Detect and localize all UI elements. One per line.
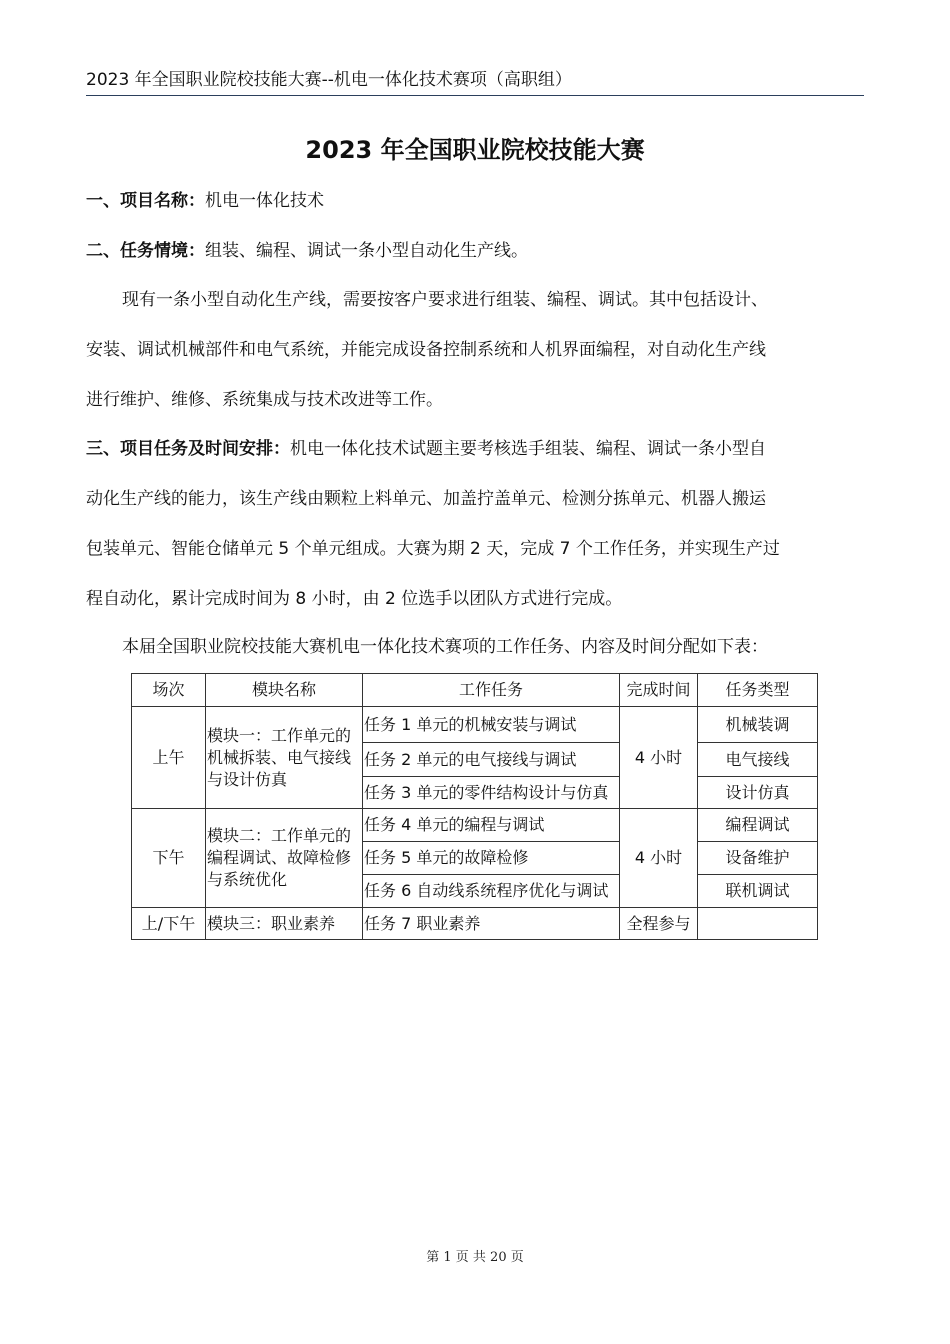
section-text: 机电一体化技术	[205, 191, 324, 211]
paragraph-line: 安装、调试机械部件和电气系统，并能完成设备控制系统和人机界面编程，对自动化生产线	[86, 340, 766, 360]
task-cell: 任务 7 职业素养	[363, 908, 620, 940]
table-header-row	[132, 674, 818, 707]
time-cell: 4 小时	[620, 707, 698, 809]
paragraph-line: 进行维护、维修、系统集成与技术改进等工作。	[86, 390, 443, 410]
section-label: 二、任务情境：	[86, 241, 205, 261]
task-cell: 任务 3 单元的零件结构设计与仿真	[363, 777, 620, 809]
table-row	[132, 809, 818, 842]
column-header: 任务类型	[698, 674, 818, 707]
paragraph-line: 动化生产线的能力，该生产线由颗粒上料单元、加盖拧盖单元、检测分拣单元、机器人搬运	[86, 489, 766, 509]
time-cell: 全程参与	[620, 908, 698, 940]
task-schedule-table	[131, 673, 818, 940]
column-header: 完成时间	[620, 674, 698, 707]
type-cell: 电气接线	[698, 743, 818, 777]
session-cell: 上/下午	[132, 908, 206, 940]
type-cell: 设计仿真	[698, 777, 818, 809]
table-row	[132, 707, 818, 743]
section-task-scenario	[86, 238, 864, 264]
section-label: 三、项目任务及时间安排：	[86, 439, 290, 459]
type-cell: 联机调试	[698, 875, 818, 908]
type-cell	[698, 908, 818, 940]
scenario-paragraph	[86, 275, 858, 425]
document-title: 2023 年全国职业院校技能大赛	[305, 136, 645, 164]
section-text: 组装、编程、调试一条小型自动化生产线。	[205, 241, 528, 261]
module-cell: 模块三：职业素养	[206, 908, 363, 940]
task-cell: 任务 6 自动线系统程序优化与调试	[363, 875, 620, 908]
column-header: 工作任务	[363, 674, 620, 707]
task-cell: 任务 1 单元的机械安装与调试	[363, 707, 620, 743]
time-cell: 4 小时	[620, 809, 698, 908]
page-footer: 第 1 页 共 20 页	[426, 1250, 524, 1265]
session-cell: 下午	[132, 809, 206, 908]
section-task-schedule	[86, 424, 858, 624]
type-cell: 设备维护	[698, 842, 818, 875]
type-cell: 编程调试	[698, 809, 818, 842]
paragraph-line: 现有一条小型自动化生产线，需要按客户要求进行组装、编程、调试。其中包括设计、	[122, 290, 768, 310]
section-text: 机电一体化技术试题主要考核选手组装、编程、调试一条小型自	[290, 439, 766, 459]
column-header: 模块名称	[206, 674, 363, 707]
table-intro: 本届全国职业院校技能大赛机电一体化技术赛项的工作任务、内容及时间分配如下表：	[122, 637, 768, 657]
type-cell: 机械装调	[698, 707, 818, 743]
column-header: 场次	[132, 674, 206, 707]
task-cell: 任务 5 单元的故障检修	[363, 842, 620, 875]
paragraph-line: 包装单元、智能仓储单元 5 个单元组成。大赛为期 2 天，完成 7 个工作任务，并实现生产过	[86, 539, 780, 559]
module-cell: 模块二：工作单元的编程调试、故障检修与系统优化	[206, 809, 363, 908]
table-row	[132, 908, 818, 940]
page-header: 2023 年全国职业院校技能大赛--机电一体化技术赛项（高职组）	[86, 68, 864, 96]
task-cell: 任务 2 单元的电气接线与调试	[363, 743, 620, 777]
task-cell: 任务 4 单元的编程与调试	[363, 809, 620, 842]
paragraph-line: 程自动化，累计完成时间为 8 小时，由 2 位选手以团队方式进行完成。	[86, 589, 623, 609]
session-cell: 上午	[132, 707, 206, 809]
module-cell: 模块一：工作单元的机械拆装、电气接线与设计仿真	[206, 707, 363, 809]
section-label: 一、项目名称：	[86, 191, 205, 211]
section-project-name	[86, 188, 864, 214]
